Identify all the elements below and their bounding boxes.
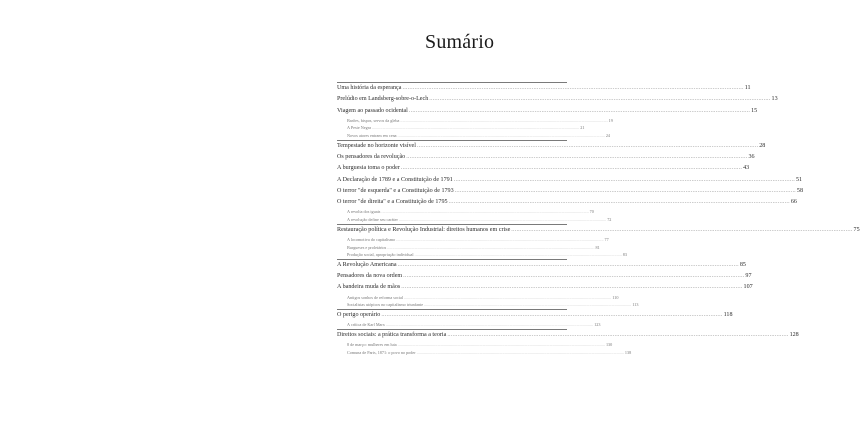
toc-entry-page: 123 bbox=[594, 322, 601, 328]
toc-entry bbox=[337, 260, 746, 271]
dot-leader bbox=[372, 124, 579, 132]
dot-leader bbox=[401, 163, 742, 174]
toc-section bbox=[337, 329, 799, 356]
toc-entry-page: 28 bbox=[759, 142, 766, 149]
toc-entry-title: Burgueses e proletários bbox=[347, 244, 387, 250]
toc-entry-title: Novos atores entram em cena bbox=[347, 133, 397, 139]
toc-entry-title: Tempestade no horizonte visível bbox=[337, 142, 416, 149]
dot-leader bbox=[424, 301, 631, 309]
toc-entry-title: Direitos sociais: a prática transforma a teoria bbox=[337, 331, 447, 338]
dot-leader bbox=[455, 186, 796, 197]
toc-entry-page: 11 bbox=[744, 85, 751, 91]
toc-entry-title: A Peste Negra bbox=[347, 125, 371, 131]
toc-section bbox=[337, 82, 778, 140]
dot-leader bbox=[400, 117, 607, 125]
toc-entry-page: 75 bbox=[853, 226, 860, 233]
toc-section bbox=[337, 309, 733, 329]
toc-section bbox=[337, 259, 753, 309]
toc-entry bbox=[337, 163, 750, 174]
toc-entry-title: Socialistas utópicos no capitalismo triunfante bbox=[347, 302, 424, 308]
toc-entry-page: 36 bbox=[748, 153, 755, 160]
toc-subentry bbox=[337, 251, 627, 259]
toc-entry-title: Prelúdio em Landsberg-sobre-o-Lech bbox=[337, 96, 429, 103]
toc-entry-title: Restauração política e Revolução Industrial: direitos humanos em crise bbox=[337, 226, 511, 233]
toc-entry-page: 24 bbox=[605, 133, 611, 139]
toc-entry-title: Uma história da esperança bbox=[337, 85, 402, 91]
toc-entry-title: A burguesia toma o poder bbox=[337, 165, 400, 172]
dot-leader bbox=[387, 244, 594, 252]
toc-entry-title: 8 de março: mulheres em luta bbox=[347, 341, 397, 347]
toc-entry bbox=[337, 141, 766, 152]
toc-entry bbox=[337, 175, 803, 186]
toc-entry-title: O terror "de esquerda" e a Constituição de 1793 bbox=[337, 187, 454, 194]
toc-entry-page: 113 bbox=[632, 302, 639, 308]
toc-entry bbox=[337, 271, 752, 282]
toc-subentry bbox=[337, 236, 609, 244]
dot-leader bbox=[402, 83, 743, 94]
dot-leader bbox=[406, 152, 747, 163]
toc-subentry bbox=[337, 244, 600, 252]
toc-entry-page: 97 bbox=[745, 273, 752, 280]
toc-entry bbox=[337, 330, 799, 341]
toc-entry-title: Os pensadores da revolução bbox=[337, 153, 406, 160]
toc-entry-title: A crítica de Karl Marx bbox=[347, 322, 385, 328]
toc-entry-title: O terror "de direita" e a Constituição de 1795 bbox=[337, 199, 448, 206]
dot-leader bbox=[386, 321, 593, 329]
toc-entry-title: A bandeira muda de mãos bbox=[337, 284, 401, 291]
toc-entry-title: Comuna de Paris, 1871: o povo no poder bbox=[347, 349, 416, 355]
toc-entry bbox=[337, 225, 860, 236]
dot-leader bbox=[409, 106, 750, 117]
toc-entry bbox=[337, 282, 753, 293]
toc-entry-page: 72 bbox=[607, 217, 612, 223]
toc-section bbox=[337, 140, 803, 224]
toc-entry bbox=[337, 94, 778, 105]
dot-leader bbox=[381, 208, 588, 216]
dot-leader bbox=[398, 132, 605, 140]
dot-leader bbox=[511, 225, 852, 236]
dot-leader bbox=[381, 310, 722, 321]
toc-entry-page: 19 bbox=[608, 117, 613, 123]
toc-entry-title: Barões, bispos, servos da gleba bbox=[347, 117, 400, 123]
dot-leader bbox=[415, 251, 622, 259]
toc-entry-title: A locomotiva do capitalismo bbox=[347, 236, 396, 242]
toc-subentry bbox=[337, 321, 601, 329]
table-of-contents bbox=[337, 82, 860, 356]
toc-entry-page: 43 bbox=[743, 165, 750, 172]
dot-leader bbox=[398, 260, 739, 271]
toc-entry-title: A revolta dos iguais bbox=[347, 209, 381, 215]
dot-leader bbox=[454, 175, 795, 186]
toc-entry-title: A revolução define seu caráter bbox=[347, 217, 398, 223]
toc-entry-page: 66 bbox=[790, 199, 797, 206]
toc-entry-page: 107 bbox=[743, 284, 753, 291]
toc-entry bbox=[337, 310, 733, 321]
toc-entry bbox=[337, 197, 797, 208]
toc-entry-page: 138 bbox=[624, 349, 632, 355]
toc-entry-page: 85 bbox=[739, 261, 746, 268]
toc-subentry bbox=[337, 349, 632, 357]
toc-entry-page: 13 bbox=[771, 96, 778, 103]
toc-entry-page: 58 bbox=[796, 187, 803, 194]
toc-subentry bbox=[337, 301, 639, 309]
toc-entry-page: 15 bbox=[751, 107, 758, 114]
toc-entry bbox=[337, 186, 803, 197]
toc-section bbox=[337, 224, 860, 259]
dot-leader bbox=[399, 216, 606, 224]
toc-subentry bbox=[337, 341, 613, 349]
toc-subentry bbox=[337, 294, 619, 302]
toc-entry-page: 21 bbox=[580, 125, 585, 131]
dot-leader bbox=[429, 94, 770, 105]
toc-entry-page: 81 bbox=[595, 244, 600, 250]
toc-entry-page: 83 bbox=[622, 252, 627, 258]
toc-entry-page: 110 bbox=[612, 294, 619, 300]
toc-entry bbox=[337, 83, 751, 94]
toc-entry-title: A Declaração de 1789 e a Constituição de 1791 bbox=[337, 176, 453, 183]
toc-entry-page: 70 bbox=[589, 209, 594, 215]
dot-leader bbox=[449, 197, 790, 208]
toc-subentry bbox=[337, 124, 585, 132]
toc-entry-title: A Revolução Americana bbox=[337, 261, 397, 268]
toc-entry bbox=[337, 152, 755, 163]
toc-entry-title: Antigos sonhos de reforma social bbox=[347, 294, 404, 300]
dot-leader bbox=[403, 271, 744, 282]
dot-leader bbox=[398, 341, 605, 349]
toc-entry-title: Pensadores da nova ordem bbox=[337, 273, 403, 280]
toc-subentry bbox=[337, 208, 594, 216]
toc-entry-title: O perigo operário bbox=[337, 311, 381, 318]
toc-entry-page: 118 bbox=[723, 311, 733, 318]
toc-subentry bbox=[337, 216, 612, 224]
dot-leader bbox=[417, 141, 758, 152]
toc-entry-page: 77 bbox=[604, 236, 609, 242]
toc-entry-title: Produção social, apropriação individual bbox=[347, 252, 414, 258]
dot-leader bbox=[447, 330, 788, 341]
toc-subentry bbox=[337, 132, 611, 140]
page-title: Sumário bbox=[425, 31, 495, 53]
dot-leader bbox=[417, 349, 624, 357]
toc-entry-page: 128 bbox=[789, 331, 799, 338]
toc-subentry bbox=[337, 117, 613, 125]
toc-entry-title: Viagem ao passado ocidental bbox=[337, 107, 408, 114]
dot-leader bbox=[396, 236, 603, 244]
toc-entry bbox=[337, 106, 758, 117]
toc-entry-page: 51 bbox=[796, 176, 803, 183]
toc-entry-page: 130 bbox=[605, 341, 613, 347]
dot-leader bbox=[401, 282, 742, 293]
dot-leader bbox=[404, 294, 611, 302]
